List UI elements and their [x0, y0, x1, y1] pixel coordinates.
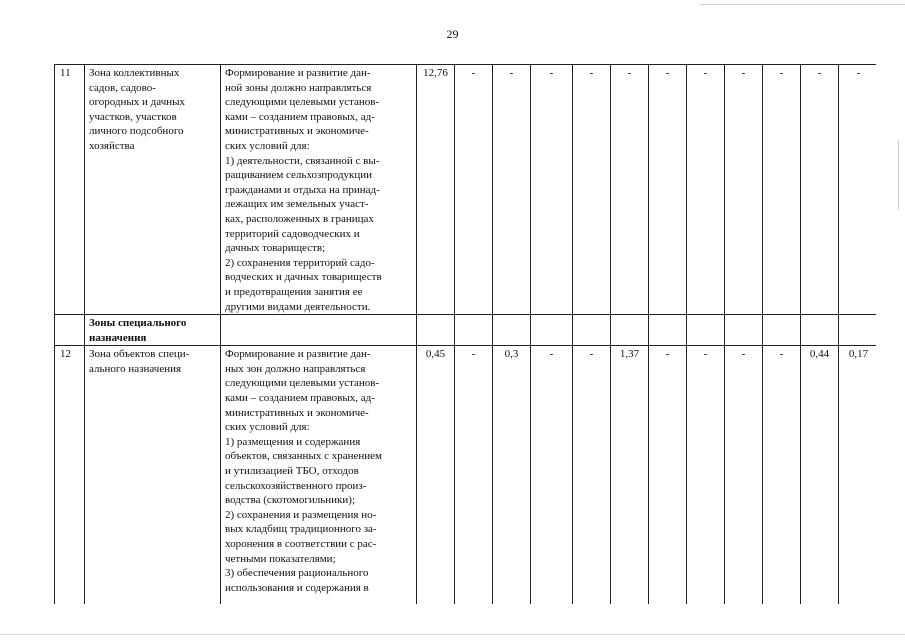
scan-artifact-line — [700, 4, 905, 5]
row-number: 12 — [55, 346, 85, 604]
value-cell: - — [763, 346, 801, 604]
value-cell: - — [611, 65, 649, 315]
table-row — [55, 65, 877, 315]
value-cell: - — [455, 346, 493, 604]
section-header: Зоны специального назначения — [85, 315, 221, 346]
empty-cell — [455, 315, 493, 346]
empty-cell — [725, 315, 763, 346]
empty-cell — [573, 315, 611, 346]
value-cell: - — [455, 65, 493, 315]
value-cell: - — [493, 65, 531, 315]
empty-cell — [417, 315, 455, 346]
zone-description: Формирование и развитие дан- ных зон должно направляться следующими целевыми установ- ками – созданием правовых, ад- министративных и экономиче- ских условий для: 1) размещения и содержания объектов, связанных с хранением и утилизацией ТБО, отходов сельскохозяйственного произ- водства (скотомогильники); 2) сохранения и размещения но- вых кладбищ традиционного за- хоронения в соответствии с рас- четными показателями; 3) обеспечения рационального использования и содержания в — [221, 346, 417, 604]
zones-table — [54, 64, 876, 604]
value-cell: - — [687, 65, 725, 315]
value-cell: - — [531, 346, 573, 604]
empty-cell — [611, 315, 649, 346]
value-cell: - — [839, 65, 877, 315]
value-cell: 12,76 — [417, 65, 455, 315]
value-cell: - — [573, 346, 611, 604]
value-cell: - — [725, 346, 763, 604]
scan-artifact-mark — [898, 140, 899, 210]
value-cell: - — [725, 65, 763, 315]
empty-cell — [839, 315, 877, 346]
empty-cell — [649, 315, 687, 346]
empty-cell — [531, 315, 573, 346]
zones-table-container — [54, 64, 876, 604]
value-cell: - — [801, 65, 839, 315]
zone-description: Формирование и развитие дан- ной зоны должно направляться следующими целевыми установ- ками – созданием правовых, ад- министративных и экономиче- ских условий для: 1) деятельности, связанной с вы- ращиванием сельхозпродукции гражданами и отдыха на принад- лежащих им земельных участ- ках, расположенных в границах территорий садоводческих и дачных товариществ; 2) сохранения территорий садо- водческих и дачных товариществ и предотвращения занятия ее другими видами деятельности. — [221, 65, 417, 315]
empty-cell — [763, 315, 801, 346]
value-cell: - — [687, 346, 725, 604]
value-cell: 1,37 — [611, 346, 649, 604]
value-cell: 0,3 — [493, 346, 531, 604]
empty-cell — [801, 315, 839, 346]
empty-cell — [687, 315, 725, 346]
empty-cell — [221, 315, 417, 346]
value-cell: - — [531, 65, 573, 315]
zone-name: Зона объектов специ- ального назначения — [85, 346, 221, 604]
zone-name: Зона коллективных садов, садово- огородных и дачных участков, участков личного подсобного хозяйства — [85, 65, 221, 315]
value-cell: 0,17 — [839, 346, 877, 604]
value-cell: 0,44 — [801, 346, 839, 604]
section-header-row — [55, 315, 877, 346]
value-cell: - — [763, 65, 801, 315]
empty-cell — [493, 315, 531, 346]
table-row — [55, 346, 877, 604]
row-number: 11 — [55, 65, 85, 315]
value-cell: - — [573, 65, 611, 315]
value-cell: - — [649, 65, 687, 315]
value-cell: - — [649, 346, 687, 604]
empty-cell — [55, 315, 85, 346]
page-number: 29 — [446, 27, 459, 41]
value-cell: 0,45 — [417, 346, 455, 604]
scan-artifact-line — [0, 634, 905, 635]
